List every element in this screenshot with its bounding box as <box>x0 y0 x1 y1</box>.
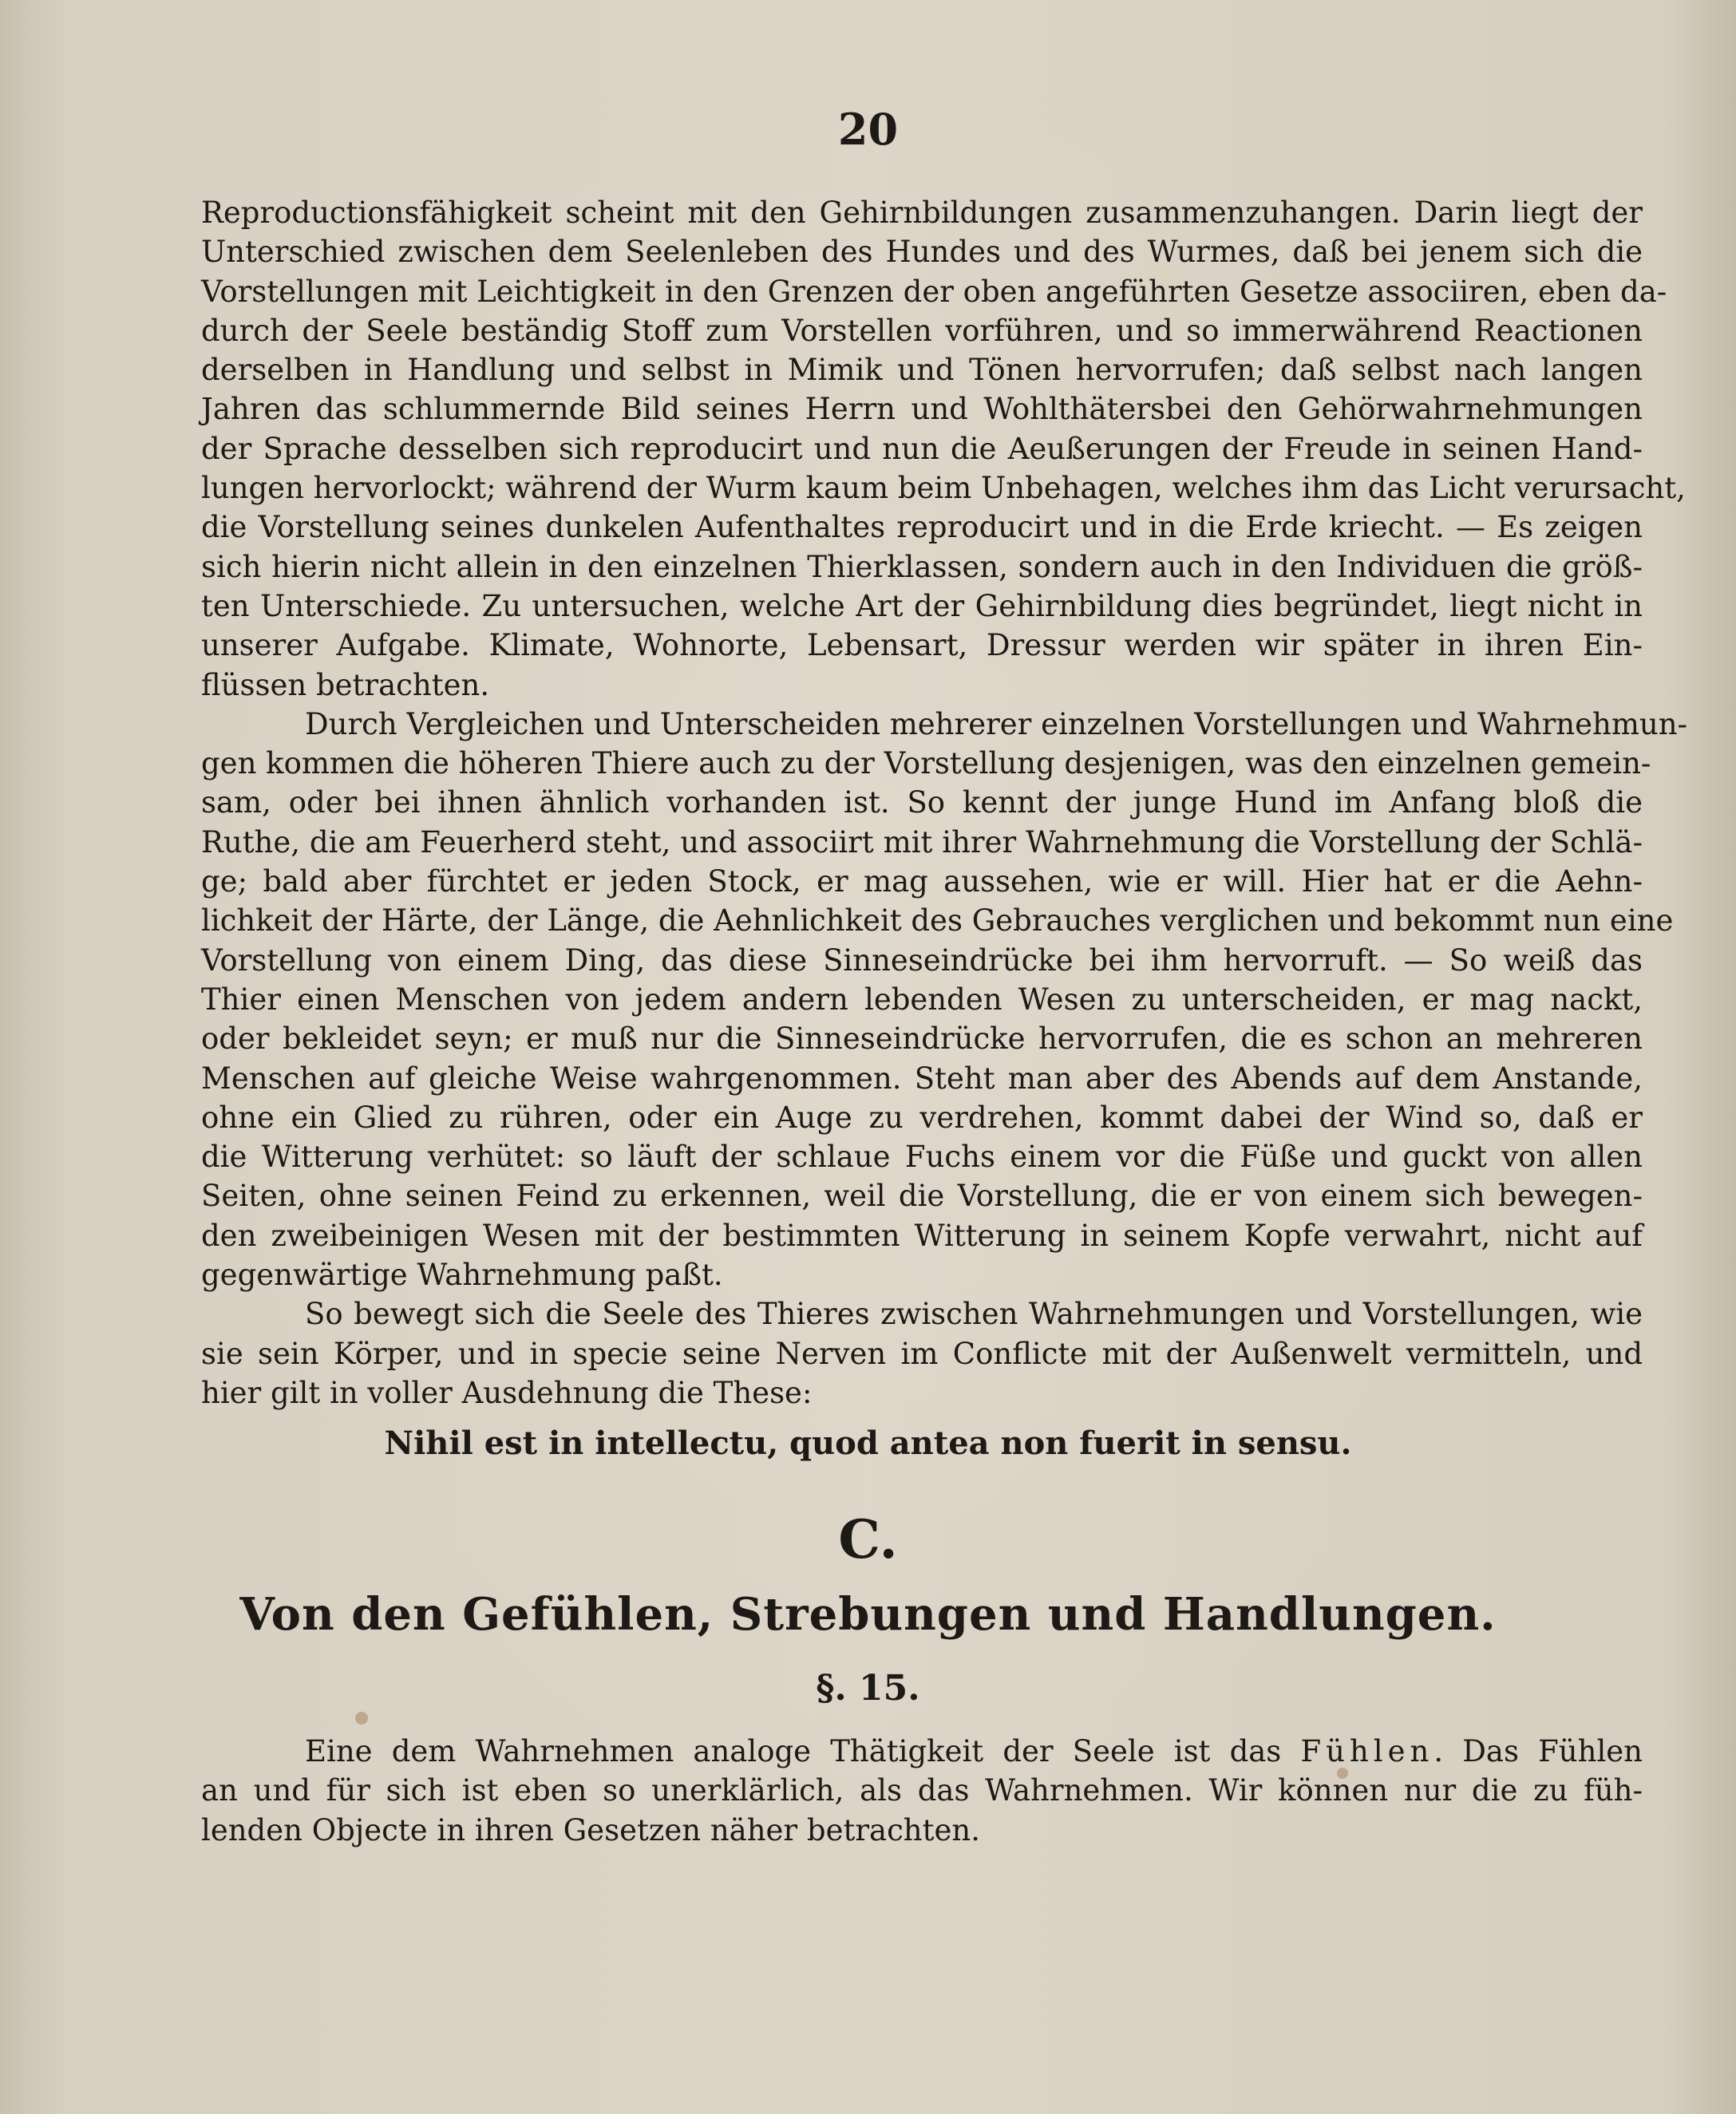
text-segment: . Das Fühlen <box>1433 1734 1643 1768</box>
text-line: gegenwärtige Wahrnehmung paßt. <box>201 1258 723 1293</box>
text-line: sie sein Körper, und in specie seine Nerven im Conflicte mit der Außenwelt vermitteln, und <box>201 1336 1643 1371</box>
text-line: der Sprache desselben sich reproducirt und nun die Aeußerungen der Freude in seinen Hand- <box>201 431 1643 466</box>
text-line: So bewegt sich die Seele des Thieres zwischen Wahrnehmungen und Vorstellungen, wie <box>305 1297 1643 1332</box>
text-line: Vorstellung von einem Ding, das diese Sinneseindrücke bei ihm hervorruft. — So weiß das <box>201 942 1643 978</box>
text-line: die Witterung verhütet: so läuft der schlaue Fuchs einem vor die Füße und guckt von allen <box>201 1140 1643 1175</box>
paragraph-number: §. 15. <box>816 1668 920 1709</box>
text-line: ten Unterschiede. Zu untersuchen, welche Art der Gehirnbildung dies begründet, liegt nicht in <box>201 588 1643 623</box>
paper-stain <box>1337 1768 1348 1779</box>
text-segment: Eine dem Wahrnehmen analoge Thätigkeit der Seele ist das <box>305 1734 1301 1768</box>
main-text-block <box>201 193 1688 1413</box>
text-line: an und für sich ist eben so unerklärlich, als das Wahrnehmen. Wir können nur die zu füh- <box>201 1773 1643 1808</box>
text-line: Reproductionsfähigkeit scheint mit den Gehirnbildungen zusammenzuhangen. Darin liegt der <box>201 196 1643 230</box>
text-line: lichkeit der Härte, der Länge, die Aehnlichkeit des Gebrauches verglichen und bekommt nun eine <box>201 903 1674 938</box>
text-line: unserer Aufgabe. Klimate, Wohnorte, Lebensart, Dressur werden wir später in ihren Ein- <box>201 628 1643 663</box>
latin-quote: Nihil est in intellectu, quod antea non fuerit in sensu. <box>384 1424 1352 1462</box>
text-line: gen kommen die höheren Thiere auch zu der Vorstellung desjenigen, was den einzelnen gemein- <box>201 746 1651 781</box>
text-line: lungen hervorlockt; während der Wurm kaum beim Unbehagen, welches ihm das Licht verursacht, <box>201 471 1686 506</box>
text-line: hier gilt in voller Ausdehnung die These: <box>201 1375 813 1410</box>
page-number: 20 <box>837 104 899 155</box>
text-line: oder bekleidet seyn; er muß nur die Sinneseindrücke hervorrufen, die es schon an mehreren <box>201 1021 1643 1057</box>
section-title: Von den Gefühlen, Strebungen und Handlungen. <box>239 1588 1497 1641</box>
text-line: den zweibeinigen Wesen mit der bestimmten Witterung in seinem Kopfe verwahrt, nicht auf <box>201 1218 1643 1253</box>
text-line: Vorstellungen mit Leichtigkeit in den Grenzen der oben angeführten Gesetze associiren, eben da- <box>201 274 1667 309</box>
text-line: Seiten, ohne seinen Feind zu erkennen, weil die Vorstellung, die er von einem sich bewegen- <box>201 1179 1643 1214</box>
text-line: ge; bald aber fürchtet er jeden Stock, er mag aussehen, wie er will. Hier hat er die Aehn- <box>201 864 1643 899</box>
text-line <box>201 1732 1643 1771</box>
text-line: sich hierin nicht allein in den einzelnen Thierklassen, sondern auch in den Individuen die größ- <box>201 549 1643 584</box>
text-line: lenden Objecte in ihren Gesetzen näher betrachten. <box>201 1812 980 1847</box>
text-line: Jahren das schlummernde Bild seines Herrn und Wohlthätersbei den Gehörwahrnehmungen <box>201 392 1643 427</box>
section-letter: C. <box>838 1508 898 1571</box>
text-line: derselben in Handlung und selbst in Mimik und Tönen hervorrufen; daß selbst nach langen <box>201 353 1643 388</box>
paper-stain <box>355 1712 368 1725</box>
text-line: Thier einen Menschen von jedem andern lebenden Wesen zu unterscheiden, er mag nackt, <box>201 982 1643 1017</box>
text-line: Ruthe, die am Feuerherd steht, und associirt mit ihrer Wahrnehmung die Vorstellung der Schlä- <box>201 824 1643 859</box>
text-line: Unterschied zwischen dem Seelenleben des Hundes und des Wurmes, daß bei jenem sich die <box>201 235 1643 270</box>
text-line: sam, oder bei ihnen ähnlich vorhanden ist. So kennt der junge Hund im Anfang bloß die <box>201 785 1643 820</box>
text-line: Menschen auf gleiche Weise wahrgenommen. Steht man aber des Abends auf dem Anstande, <box>201 1061 1643 1096</box>
emphasized-term: Fühlen <box>1300 1734 1434 1768</box>
text-line: ohne ein Glied zu rühren, oder ein Auge zu verdrehen, kommt dabei der Wind so, daß er <box>201 1100 1643 1135</box>
text-line: durch der Seele beständig Stoff zum Vorstellen vorführen, und so immerwährend Reactionen <box>201 313 1643 348</box>
text-line: Durch Vergleichen und Unterscheiden mehrerer einzelnen Vorstellungen und Wahrnehmun- <box>305 706 1688 741</box>
text-line: die Vorstellung seines dunkelen Aufenthaltes reproducirt und in die Erde kriecht. — Es zeigen <box>201 510 1643 545</box>
text-line: flüssen betrachten. <box>201 667 490 702</box>
section-text-block <box>201 1732 1643 1850</box>
